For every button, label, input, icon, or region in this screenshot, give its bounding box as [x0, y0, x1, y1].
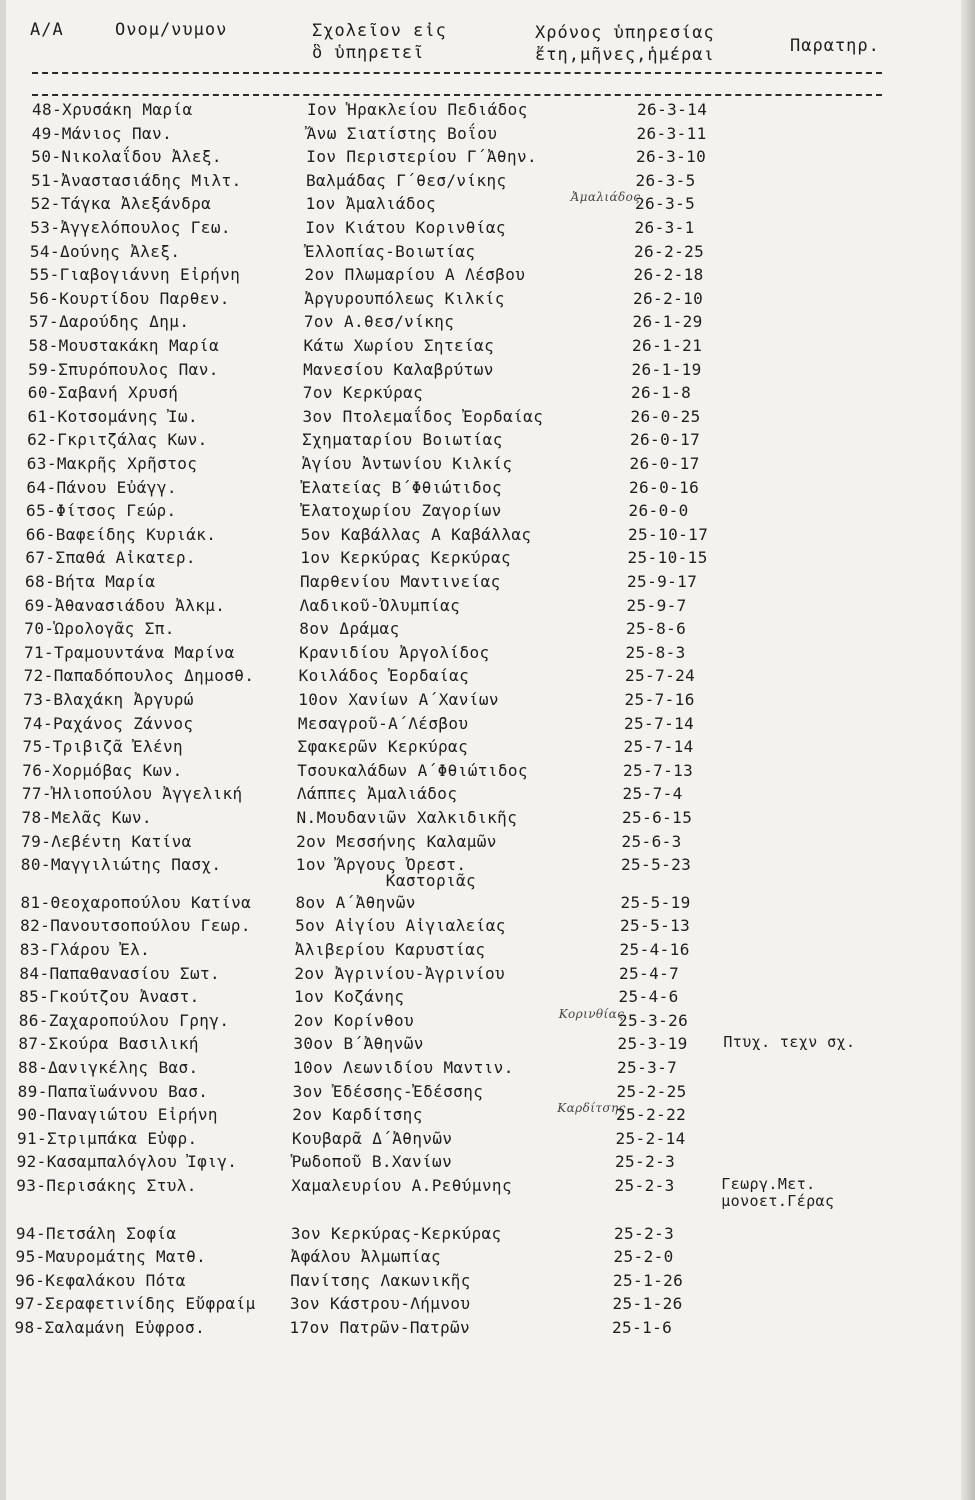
header-col-school-line1: Σχολεῖον εἰς [312, 21, 447, 41]
table-row [26, 501, 926, 523]
row-service-period: 26-0-0 [628, 501, 689, 521]
header-col-school [312, 20, 447, 64]
row-school: 2ον Πλωμαρίου Α Λέσβου [304, 265, 526, 285]
row-name: 95-Μαυρομάτης Ματθ. [15, 1247, 207, 1267]
row-service-period: 26-1-19 [631, 359, 702, 379]
row-name: 65-Φίτσος Γεώρ. [26, 501, 177, 521]
row-service-period: 26-3-10 [635, 147, 707, 167]
row-school: Κοιλάδος Ἐορδαίας [298, 666, 470, 686]
row-name: 61-Κοτσομάνης Ἰω. [27, 406, 198, 426]
row-name: 54-Δούνης Ἀλεξ. [29, 241, 181, 261]
header-col-years-line1: Χρόνος ὑπηρεσίας [535, 23, 715, 43]
table-row [19, 987, 919, 1009]
row-service-period: 25-5-13 [619, 916, 691, 936]
row-service-period: 25-3-19 [617, 1034, 688, 1054]
row-school: 10ον Χανίων Α΄Χανίων [298, 690, 499, 709]
row-name: 62-Γκριτζάλας Κων. [27, 430, 208, 450]
row-name: 53-Ἀγγελόπουλος Γεω. [30, 218, 231, 237]
table-row [28, 360, 928, 382]
row-school: Σχηματαρίου Βοιωτίας [302, 430, 503, 450]
row-school: 3ον Ἐδέσσης-Ἐδέσσης [292, 1081, 484, 1101]
row-school: 7ον Κερκύρας [302, 383, 424, 403]
table-row [28, 383, 928, 405]
row-school: Βαλμάδας Γ΄θεσ/νίκης [305, 170, 507, 190]
row-school: 2ον Κορίνθου [293, 1010, 415, 1030]
table-row [20, 893, 920, 915]
table-row [25, 572, 925, 594]
row-school: Παρθενίου Μαντινείας [300, 572, 501, 591]
row-school: 10ον Λεωνιδίου Μαντιν. [293, 1058, 514, 1077]
header-col-years-line2: ἔτη,μῆνες,ἡμέραι [535, 45, 715, 65]
page-spine-shadow [961, 0, 975, 1500]
row-school: Μεσαγροῦ-Α΄Λέσβου [297, 713, 469, 733]
table-row [26, 478, 926, 500]
row-service-period: 25-9-7 [626, 595, 687, 615]
row-name: 92-Κασαμπαλόγλου Ἰφιγ. [16, 1152, 238, 1172]
row-school: Ιον Ἡρακλείου Πεδιάδος [307, 100, 528, 119]
row-name: 50-Νικολαΐδου Ἀλεξ. [31, 147, 222, 167]
table-row [30, 190, 931, 216]
row-school-subline: Καστοριᾶς [385, 871, 477, 891]
row-name: 76-Χορμόβας Κων. [22, 760, 183, 780]
row-name: 67-Σπαθά Αἰκατερ. [25, 548, 196, 568]
row-service-period: 25-1-26 [612, 1270, 684, 1290]
table-row [24, 643, 924, 665]
row-name: 72-Παπαδόπουλος Δημοσθ. [23, 666, 255, 686]
table-row [18, 1006, 919, 1033]
row-service-period: 26-1-8 [630, 383, 692, 403]
table-row [29, 336, 929, 358]
table-row [30, 218, 930, 240]
row-service-period: 25-1-26 [612, 1294, 683, 1314]
row-name: 91-Στριμπάκα Εὐφρ. [16, 1128, 198, 1148]
row-service-period: 26-0-25 [630, 406, 701, 426]
row-school: 2ον Ἀγρινίου-Ἀγρινίου [294, 963, 506, 983]
row-name: 64-Πάνου Εὐάγγ. [26, 477, 177, 497]
row-service-period: 25-6-3 [621, 831, 682, 851]
table-row [29, 312, 929, 334]
row-school: 3ον Κάστρου-Λήμνου [289, 1294, 471, 1314]
row-school: Ἁγίου Ἀντωνίου Κιλκίς [301, 454, 513, 473]
row-name: 69-Ἀθανασιάδου Ἀλκμ. [24, 595, 226, 615]
table-row [18, 1058, 918, 1080]
table-row [26, 525, 926, 547]
table-row [23, 737, 923, 759]
row-school: Κάτω Χωρίου Σητείας [303, 336, 495, 355]
row-name: 93-Περισάκης Στυλ. [16, 1176, 197, 1195]
row-name: 75-Τριβιζᾶ Ἐλένη [22, 737, 184, 757]
row-name: 49-Μάνιος Παν. [31, 123, 173, 143]
row-school: Ἄνω Σιατίστης Βοΐου [306, 123, 498, 143]
row-name: 55-Γιαβογιάννη Εἰρήνη [29, 265, 241, 285]
row-name: 52-Τάγκα Ἀλεξάνδρα [30, 194, 212, 214]
table-row [25, 548, 925, 570]
row-name: 71-Τραμουντάνα Μαρίνα [23, 642, 235, 662]
row-service-period: 25-2-3 [614, 1152, 676, 1172]
row-school: 5ον Αἰγίου Αἰγιαλείας [295, 916, 506, 936]
table-row [20, 940, 920, 962]
row-name: 87-Σκούρα Βασιλική [18, 1034, 199, 1054]
row-handwritten-note: Καρδίτσης [557, 1101, 626, 1116]
row-service-period: 26-0-16 [628, 477, 700, 497]
row-service-period: 26-3-1 [634, 218, 695, 237]
header-col-school-line2: ὃ ὑπηρετεῖ [312, 43, 425, 63]
row-handwritten-note: Ἀμαλιάδος [570, 190, 641, 205]
row-service-period: 25-4-16 [619, 940, 690, 959]
table-row [30, 265, 930, 287]
table-row [18, 1034, 918, 1056]
row-name: 59-Σπυρόπουλος Παν. [28, 359, 219, 379]
row-service-period: 26-0-17 [629, 430, 701, 450]
row-name: 86-Ζαχαροπούλου Γρηγ. [18, 1010, 230, 1030]
row-name: 60-Σαβανή Χρυσή [27, 383, 179, 403]
table-row [31, 171, 931, 193]
row-remarks: Πτυχ. τεχν σχ. [723, 1033, 856, 1052]
row-service-period: 26-1-21 [632, 336, 703, 355]
row-school: Πανίτσης Λακωνικῆς [290, 1270, 471, 1290]
table-row [17, 1101, 917, 1127]
row-school: Ν.Μουδανιῶν Χαλκιδικῆς [296, 808, 518, 827]
table-row [17, 1152, 917, 1174]
header-col-name: Ονομ/νυμον [115, 20, 228, 40]
header-col-notes: Παρατηρ. [790, 36, 880, 56]
row-name: 88-Δανιγκέλης Βασ. [18, 1058, 199, 1077]
row-service-period: 25-9-17 [627, 572, 698, 591]
row-service-period: 25-8-6 [625, 619, 687, 639]
row-service-period: 25-6-15 [622, 808, 693, 827]
header-col-number: Α/Α [30, 20, 64, 40]
row-service-period: 25-2-14 [615, 1128, 686, 1148]
row-service-period: 25-2-22 [615, 1105, 687, 1125]
row-school: Μανεσίου Καλαβρύτων [303, 359, 494, 379]
row-service-period: 26-2-18 [633, 265, 704, 285]
table-row [19, 964, 919, 986]
row-name: 97-Σεραφετινίδης Εὔφραίμ [14, 1294, 256, 1314]
row-name: 58-Μουστακάκη Μαρία [28, 336, 220, 355]
row-service-period: 26-3-11 [636, 123, 707, 143]
row-name: 63-Μακρῆς Χρῆστος [26, 454, 198, 473]
row-school: 17ον Πατρῶν-Πατρῶν [289, 1318, 471, 1337]
row-service-period: 25-10-17 [627, 524, 709, 544]
row-school: Κουβαρᾶ Δ΄Ἀθηνῶν [291, 1128, 453, 1148]
row-service-period: 25-5-19 [620, 892, 691, 912]
row-school: 5ον Καβάλλας Α Καβάλλας [300, 524, 532, 544]
table-row [24, 619, 924, 641]
row-name: 89-Παπαϊωάννου Βασ. [17, 1081, 209, 1101]
table-row [21, 832, 921, 854]
row-service-period: 26-2-25 [633, 241, 705, 261]
row-service-period: 26-3-5 [635, 170, 696, 190]
table-row [29, 289, 929, 311]
row-name: 79-Λεβέντη Κατίνα [21, 831, 192, 851]
row-school: 1ον Κερκύρας Κερκύρας [300, 548, 512, 568]
row-name: 66-Βαφείδης Κυριάκ. [25, 524, 217, 544]
table-row [16, 1224, 916, 1246]
row-name: 83-Γλάρου Ἐλ. [19, 940, 151, 959]
table-row [15, 1271, 915, 1293]
table-row [17, 1129, 917, 1151]
row-school: Ἐλατοχωρίου Ζαγορίων [301, 501, 502, 521]
row-name: 68-Βήτα Μαρία [25, 572, 156, 591]
header-col-years [535, 22, 715, 66]
row-name: 81-Θεοχαροπούλου Κατίνα [20, 892, 252, 912]
row-name: 98-Σαλαμάνη Εὐφροσ. [14, 1318, 206, 1337]
row-school: 8ον Δράμας [299, 619, 400, 639]
row-service-period: 26-3-5 [634, 194, 696, 214]
row-remarks: Γεωργ.Μετ. μονοετ.Γέρας [721, 1175, 835, 1210]
table-row [16, 1247, 916, 1269]
row-name: 85-Γκούτζου Ἀναστ. [19, 987, 200, 1007]
row-name: 90-Παναγιώτου Εἰρήνη [17, 1105, 218, 1125]
row-name: 84-Παπαθανασίου Σωτ. [19, 963, 221, 983]
row-service-period: 26-2-10 [632, 288, 704, 308]
table-row [23, 714, 923, 736]
row-service-period: 25-4-6 [618, 987, 679, 1007]
row-service-period: 25-8-3 [625, 642, 686, 662]
row-name: 56-Κουρτίδου Παρθεν. [29, 288, 230, 308]
table-row [27, 454, 927, 476]
row-service-period: 26-0-17 [629, 454, 700, 473]
row-service-period: 25-2-25 [616, 1081, 687, 1101]
row-service-period: 25-2-3 [614, 1176, 675, 1195]
row-school: Ἀλιβερίου Καρυστίας [294, 940, 486, 959]
row-school: 2ον Καρδίτσης [292, 1105, 423, 1125]
row-name: 48-Χρυσάκη Μαρία [32, 100, 193, 119]
row-handwritten-note: Κορινθίας [558, 1006, 625, 1021]
row-school: Ῥωδοποῦ Β.Χανίων [291, 1152, 453, 1172]
row-school: Χαμαλευρίου Α.Ρεθύμνης [291, 1176, 512, 1195]
table-row [30, 242, 930, 264]
row-name: 57-Δαρούδης Δημ. [28, 312, 190, 332]
row-school: Σφακερῶν Κερκύρας [297, 737, 469, 757]
table-row [32, 124, 932, 146]
table-row [22, 784, 922, 806]
row-service-period: 25-3-7 [617, 1058, 678, 1077]
row-service-period: 25-7-14 [623, 713, 695, 733]
row-school: Ἐλλοπίας-Βοιωτίας [304, 241, 476, 261]
header-divider [32, 72, 882, 74]
row-service-period: 25-4-7 [618, 963, 680, 983]
row-school: Ἀφάλου Ἀλμωπίας [290, 1247, 442, 1267]
table-row [25, 596, 925, 618]
table-row [15, 1294, 915, 1316]
header-divider-lower [32, 94, 882, 96]
row-service-period: 26-3-14 [637, 100, 708, 119]
row-name: 73-Βλαχάκη Ἀργυρώ [23, 690, 194, 709]
row-service-period: 25-10-15 [627, 548, 708, 568]
row-school: 1ον Κοζάνης [294, 987, 405, 1007]
table-row [24, 666, 924, 688]
row-school: 2ον Μεσσήνης Καλαμῶν [296, 831, 497, 851]
row-name: 78-Μελᾶς Κων. [21, 808, 152, 827]
row-name: 82-Πανουτσοπούλου Γεωρ. [20, 916, 251, 936]
table-row [15, 1318, 915, 1340]
row-school: Λάππες Ἀμαλιάδος [296, 784, 458, 804]
table-row [20, 916, 920, 938]
table-row [27, 430, 927, 452]
row-school: 1ον Ἀμαλιάδος [305, 194, 437, 214]
table-row [31, 147, 931, 169]
row-service-period: 25-5-23 [620, 855, 692, 875]
row-school: 1ον Ἄργους Ὀρεστ. [295, 855, 467, 875]
row-school: Κρανιδίου Ἀργολίδος [298, 642, 490, 662]
row-school: 7ον Α.θεσ/νίκης [303, 312, 455, 332]
row-school: 3ον Κερκύρας-Κερκύρας [290, 1223, 502, 1243]
table-row [32, 100, 932, 122]
row-service-period: 26-1-29 [632, 312, 703, 332]
table-row [16, 1175, 916, 1210]
row-school: Λαδικοῦ-Ὀλυμπίας [299, 595, 461, 615]
table-row [22, 808, 922, 830]
row-service-period: 25-7-14 [623, 737, 694, 757]
row-name: 94-Πετσάλη Σοφία [15, 1223, 177, 1243]
row-school: Ιον Περιστερίου Γ΄Ἀθην. [306, 147, 538, 167]
row-school: 30ον Β΄Ἀθηνῶν [293, 1034, 424, 1054]
row-service-period: 25-1-6 [612, 1318, 673, 1337]
page-edge [0, 0, 6, 1500]
table-row [22, 761, 922, 783]
table-row [27, 407, 927, 429]
row-school: Τσουκαλάδων Α΄Φθιώτιδος [297, 760, 528, 780]
row-name: 96-Κεφαλάκου Πότα [15, 1270, 186, 1290]
row-school: 8ον Α΄Ἀθηνῶν [295, 892, 416, 912]
row-name: 51-Ἀναστασιάδης Μιλτ. [30, 170, 242, 190]
row-name: 74-Ραχάνος Ζάννος [22, 713, 194, 733]
row-school: Ιον Κιάτου Κορινθίας [305, 218, 506, 237]
row-service-period: 25-7-4 [622, 784, 683, 804]
table-row [18, 1082, 918, 1104]
row-school: Ἐλατείας Β΄Φθιώτιδος [301, 477, 503, 497]
table-row [23, 690, 923, 712]
row-service-period: 25-2-0 [613, 1247, 674, 1267]
row-service-period: 25-7-16 [624, 690, 695, 709]
row-service-period: 25-2-3 [613, 1223, 675, 1243]
table-row [20, 855, 921, 891]
row-school: 3ον Πτολεμαΐδος Ἐορδαίας [302, 406, 544, 426]
row-name: 70-Ὡρολογᾶς Σπ. [24, 619, 175, 639]
row-service-period: 25-7-24 [624, 666, 696, 686]
row-school: Ἀργυρουπόλεως Κιλκίς [304, 288, 505, 308]
row-service-period: 25-7-13 [622, 760, 694, 780]
row-name: 77-Ἠλιοπούλου Ἀγγελική [21, 784, 243, 804]
row-service-period: 25-3-26 [617, 1010, 689, 1030]
row-name: 80-Μαγγιλιώτης Πασχ. [20, 855, 222, 875]
